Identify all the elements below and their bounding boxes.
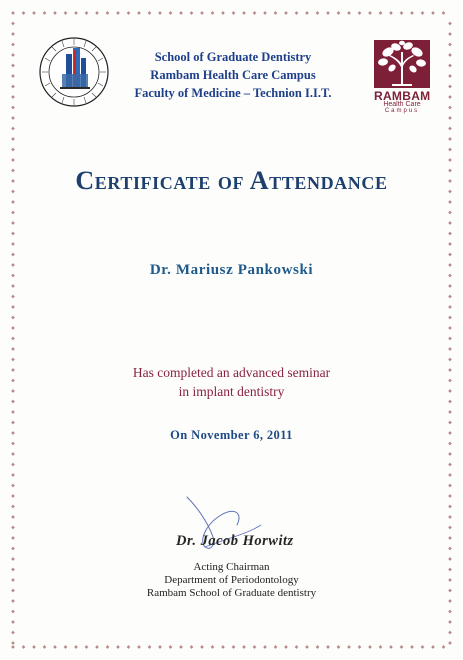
technion-seal-icon xyxy=(38,36,110,108)
signature-printed-name: Dr. Jacob Horwitz xyxy=(176,533,294,549)
rambam-tree-icon xyxy=(374,40,430,88)
completion-statement xyxy=(0,363,463,401)
signer-block xyxy=(0,561,463,600)
header-line-faculty: Faculty of Medicine – Technion I.I.T. xyxy=(134,86,332,100)
rambam-logo-subtext: Health Care xyxy=(383,101,421,108)
header-line-campus: Rambam Health Care Campus xyxy=(150,68,316,82)
signer-title: Acting Chairman xyxy=(193,561,270,573)
certificate-title: Certificate of Attendance xyxy=(75,166,388,195)
header-line-school: School of Graduate Dentistry xyxy=(154,50,312,64)
recipient-name: Dr. Mariusz Pankowski xyxy=(149,262,314,278)
seminar-date: On November 6, 2011 xyxy=(170,428,293,442)
institution-header xyxy=(118,48,348,102)
rambam-logo-subtext-campus: Campus xyxy=(384,108,420,114)
rambam-logo-text: RAMBAM xyxy=(374,89,431,103)
completion-line-1: Has completed an advanced seminar xyxy=(132,365,331,380)
completion-line-2: in implant dentistry xyxy=(178,384,285,399)
signer-department: Department of Periodontology xyxy=(164,574,299,586)
signer-school: Rambam School of Graduate dentistry xyxy=(146,587,317,599)
